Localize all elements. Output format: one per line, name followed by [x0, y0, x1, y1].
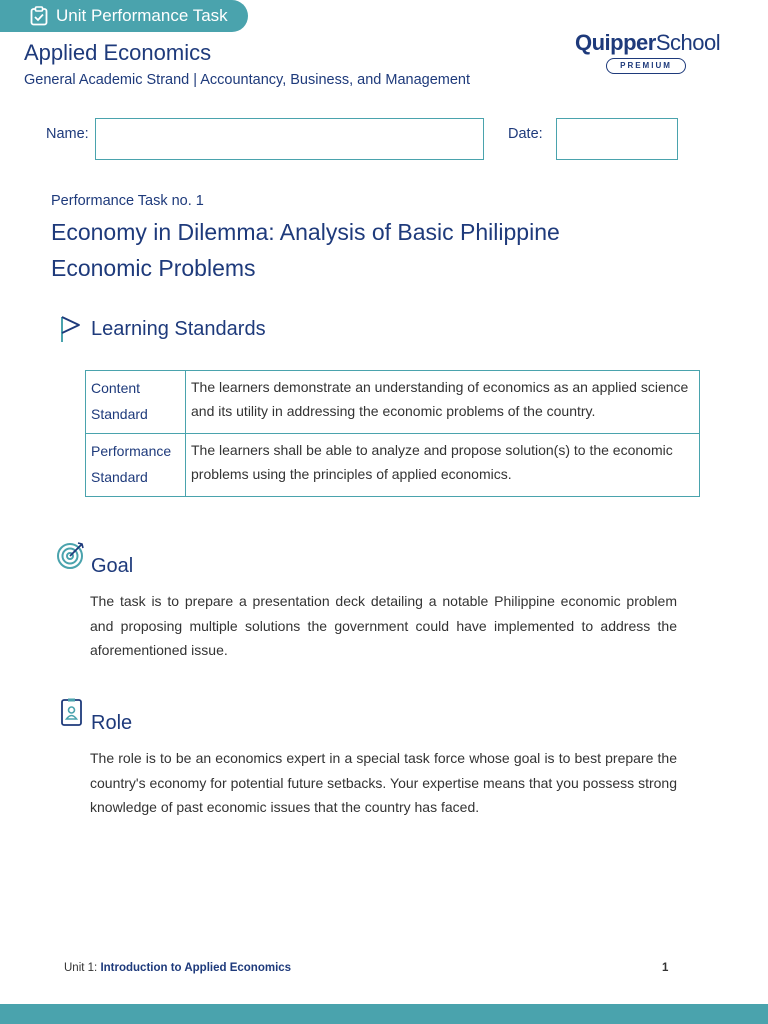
- performance-standard-label: Performance Standard: [86, 434, 186, 497]
- id-badge-icon: [60, 697, 84, 727]
- premium-badge: PREMIUM: [606, 58, 686, 74]
- role-heading: Role: [91, 712, 133, 734]
- goal-heading: Goal: [91, 555, 134, 577]
- strand-subtitle: General Academic Strand | Accountancy, Business, and Management: [24, 72, 471, 88]
- content-standard-text: The learners demonstrate an understanding of economics as an applied science and its utility in addressing the economic problems of the country.: [186, 371, 700, 434]
- goal-text: The task is to prepare a presentation deck detailing a notable Philippine economic problem and proposing multiple solutions the government could have implemented to address the aforementioned issue.: [90, 593, 677, 658]
- date-field[interactable]: [556, 118, 678, 160]
- bottom-accent-bar: [0, 1004, 768, 1024]
- task-number: Performance Task no. 1: [51, 193, 204, 209]
- flag-icon: [56, 314, 82, 344]
- logo-light-text: School: [655, 30, 721, 55]
- logo-bold-text: Quipper: [575, 30, 656, 55]
- learning-standards-table: [85, 370, 700, 497]
- clipboard-check-icon: [30, 6, 48, 26]
- role-text: The role is to be an economics expert in a special task force whose goal is to best prepare the country's economy for potential future setbacks. Your expertise means that you possess strong knowledge of past economic issues that the country has faced.: [90, 750, 677, 815]
- footer-unit-title: Introduction to Applied Economics: [100, 962, 292, 974]
- footer-unit: [64, 962, 291, 974]
- target-icon: [56, 540, 86, 570]
- unit-performance-task-tag: [0, 0, 248, 32]
- date-label: Date:: [508, 126, 543, 142]
- performance-standard-text: The learners shall be able to analyze and propose solution(s) to the economic problems using the principles of applied economics.: [186, 434, 700, 497]
- name-field[interactable]: [95, 118, 484, 160]
- quipper-school-logo: [575, 30, 725, 74]
- name-label: Name:: [46, 126, 89, 142]
- table-row: [86, 434, 700, 497]
- footer-unit-prefix: Unit 1:: [64, 962, 98, 974]
- page-number: 1: [662, 962, 669, 974]
- task-title: Economy in Dilemma: Analysis of Basic Philippine Economic Problems: [51, 219, 560, 281]
- table-row: [86, 371, 700, 434]
- content-standard-label: Content Standard: [86, 371, 186, 434]
- learning-standards-heading: Learning Standards: [91, 318, 266, 340]
- tag-label: Unit Performance Task: [56, 6, 228, 25]
- subject-title: Applied Economics: [24, 40, 212, 65]
